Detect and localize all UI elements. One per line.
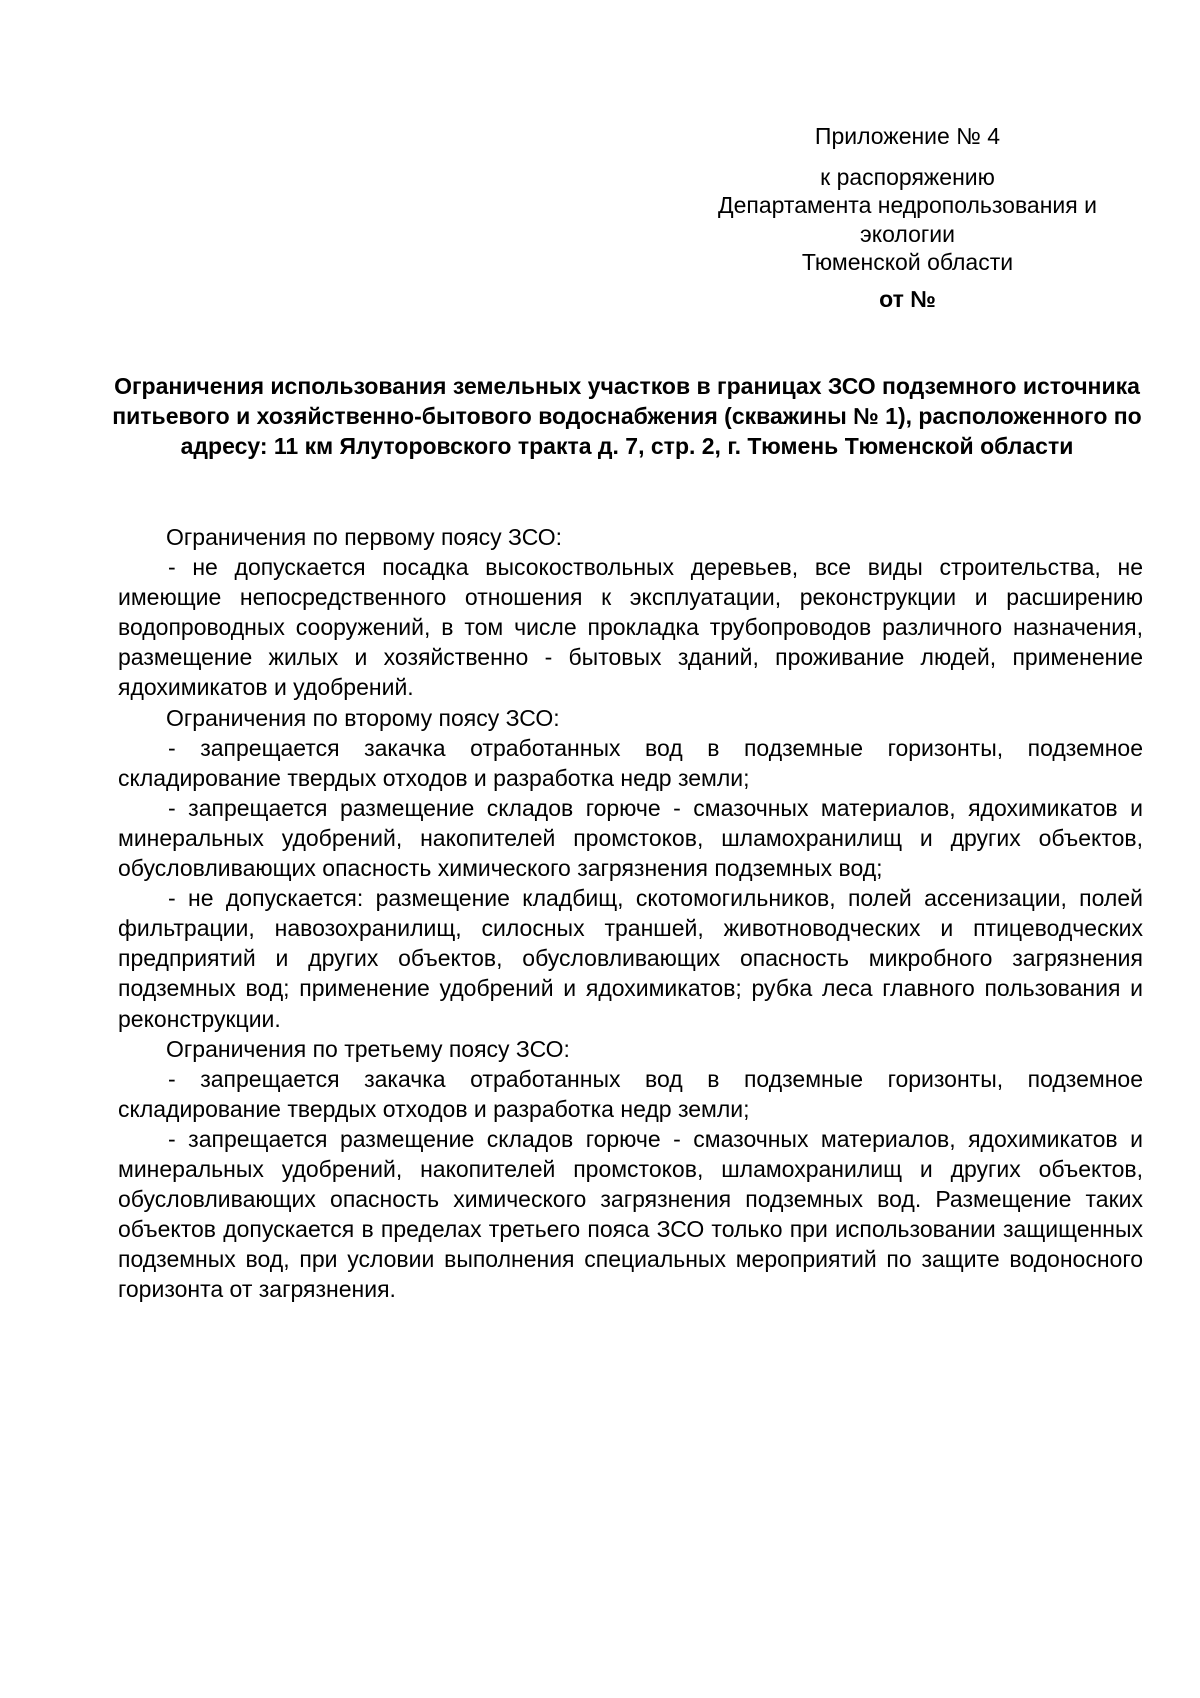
document-body xyxy=(118,522,1143,1304)
zone1-heading: Ограничения по первому поясу ЗСО: xyxy=(166,524,563,550)
appendix-region: Тюменской области xyxy=(801,249,1014,275)
zone3-restriction-injection: - запрещается закачка отработанных вод в подземные горизонты, подземное складирование твердых отходов и разработка недр земли; xyxy=(118,1065,1143,1122)
appendix-block xyxy=(680,122,1135,313)
zone3-heading: Ограничения по третьему поясу ЗСО: xyxy=(166,1035,570,1062)
appendix-order-date-number: от № xyxy=(879,285,936,312)
zone2-restriction-storage: - запрещается размещение складов горюче - смазочных материалов, ядохимикатов и минеральных удобрений, накопителей промстоков, шламохранилищ и других объектов, обусловливающих опасность химического загрязнения подземных вод; xyxy=(118,794,1143,882)
zone1-restriction: - не допускается посадка высокоствольных деревьев, все виды строительства, не имеющие непосредственного отношения к эксплуатации, реконструкции и расширению водопроводных сооружений, в том числе прокладка трубопроводов различного назначения, размещение жилых и хозяйственно - бытовых зданий, проживание людей, применение ядохимикатов и удобрений. xyxy=(118,554,1143,701)
appendix-order-ref: к распоряжению xyxy=(820,163,995,190)
zone3-restriction-storage: - запрещается размещение складов горюче - смазочных материалов, ядохимикатов и минеральных удобрений, накопителей промстоков, шламохранилищ и других объектов, обусловливающих опасность химического загрязнения подземных вод. Размещение таких объектов допускается в пределах третьего пояса ЗСО только при использовании защищенных подземных вод, при условии выполнения специальных мероприятий по защите водоносного горизонта от загрязнения. xyxy=(118,1125,1143,1303)
document-title: Ограничения использования земельных участков в границах ЗСО подземного источника питьевого и хозяйственно-бытового водоснабжения (скважины № 1), расположенного по адресу: 11 км Ялуторовского тракта д. 7, стр. 2, г. Тюмень Тюменской области xyxy=(112,373,1142,459)
zone2-restriction-microbial: - не допускается: размещение кладбищ, скотомогильников, полей ассенизации, полей фильтрации, навозохранилищ, силосных траншей, животноводческих и птицеводческих предприятий и других объектов, обусловливающих опасность микробного загрязнения подземных вод; применение удобрений и ядохимикатов; рубка леса главного пользования и реконструкции. xyxy=(118,885,1143,1032)
zone2-restriction-injection: - запрещается закачка отработанных вод в подземные горизонты, подземное складирование твердых отходов и разработка недр земли; xyxy=(118,734,1143,791)
appendix-number: Приложение № 4 xyxy=(814,123,1001,149)
zone2-heading: Ограничения по второму поясу ЗСО: xyxy=(166,704,560,731)
appendix-department: Департамента недропользования и экологии xyxy=(718,192,1097,247)
